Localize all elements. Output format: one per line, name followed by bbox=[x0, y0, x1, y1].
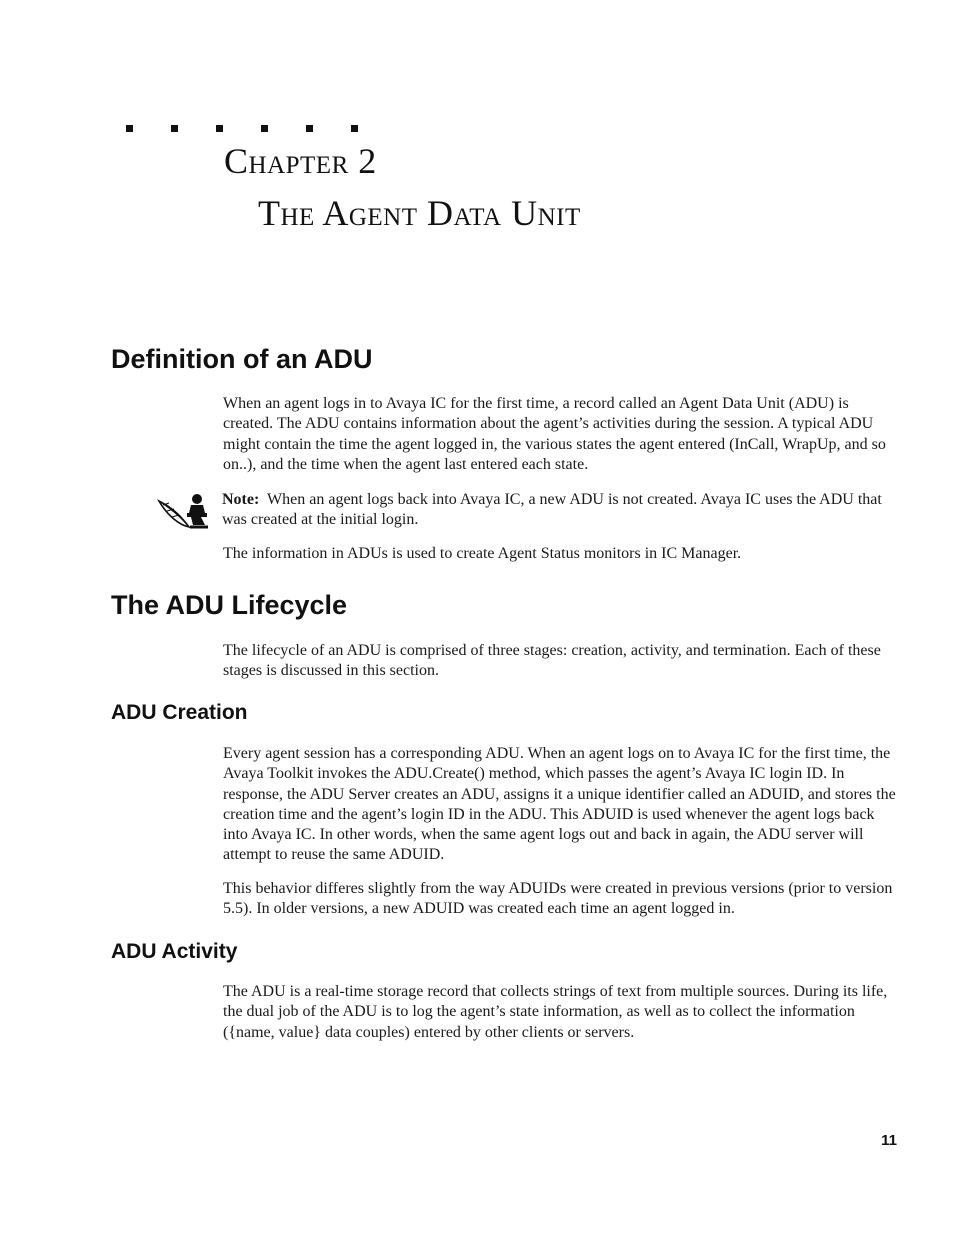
note-label: Note: bbox=[222, 491, 260, 508]
section-heading-definition: Definition of an ADU bbox=[111, 344, 373, 374]
definition-paragraph: When an agent logs in to Avaya IC for the first time, a record called an Agent Data Unit (ADU) is created. The ADU contains information about the agent’s activities during the session. A typical ADU might contain the time the agent logged in, the various states the agent entered (InCall, WrapUp, and so on..), and the time when the agent last entered each state. bbox=[223, 395, 886, 473]
definition-paragraph-2: The information in ADUs is used to create Agent Status monitors in IC Manager. bbox=[223, 545, 742, 562]
activity-paragraph: The ADU is a real-time storage record that collects strings of text from multiple sources. During its life, the dual job of the ADU is to log the agent’s state information, as well as to collect the information ({name, value} data couples) entered by other clients or servers. bbox=[223, 983, 888, 1041]
chapter-dot bbox=[261, 125, 268, 132]
note-paragraph bbox=[222, 490, 900, 531]
page-number: 11 bbox=[881, 1132, 897, 1149]
chapter-title: The Agent Data Unit bbox=[258, 193, 581, 233]
section-heading-lifecycle: The ADU Lifecycle bbox=[111, 590, 348, 620]
quill-pen-note-icon bbox=[157, 491, 209, 529]
subsection-heading-creation: ADU Creation bbox=[111, 701, 248, 724]
chapter-dot bbox=[171, 125, 178, 132]
chapter-dot bbox=[351, 125, 358, 132]
subsection-heading-activity: ADU Activity bbox=[111, 940, 238, 963]
chapter-dot bbox=[306, 125, 313, 132]
chapter-dot bbox=[216, 125, 223, 132]
note-text: When an agent logs back into Avaya IC, a new ADU is not created. Avaya IC uses the ADU that was created at the initial login. bbox=[222, 491, 882, 529]
lifecycle-paragraph: The lifecycle of an ADU is comprised of three stages: creation, activity, and termination. Each of these stages is discussed in this section. bbox=[223, 642, 881, 680]
creation-paragraph-2: This behavior differes slightly from the way ADUIDs were created in previous versions (prior to version 5.5). In older versions, a new ADUID was created each time an agent logged in. bbox=[223, 880, 893, 918]
chapter-label: Chapter 2 bbox=[224, 141, 377, 181]
chapter-dot bbox=[126, 125, 133, 132]
creation-paragraph: Every agent session has a corresponding ADU. When an agent logs on to Avaya IC for the first time, the Avaya Toolkit invokes the ADU.Create() method, which passes the agent’s Avaya IC login ID. In response, the ADU Server creates an ADU, assigns it a unique identifier called an ADUID, and stores the creation time and the agent’s login ID in the ADU. This ADUID is used whenever the agent logs back into Avaya IC. In other words, when the same agent logs out and back in again, the ADU server will attempt to reuse the same ADUID. bbox=[223, 745, 896, 864]
chapter-dots bbox=[126, 125, 366, 135]
